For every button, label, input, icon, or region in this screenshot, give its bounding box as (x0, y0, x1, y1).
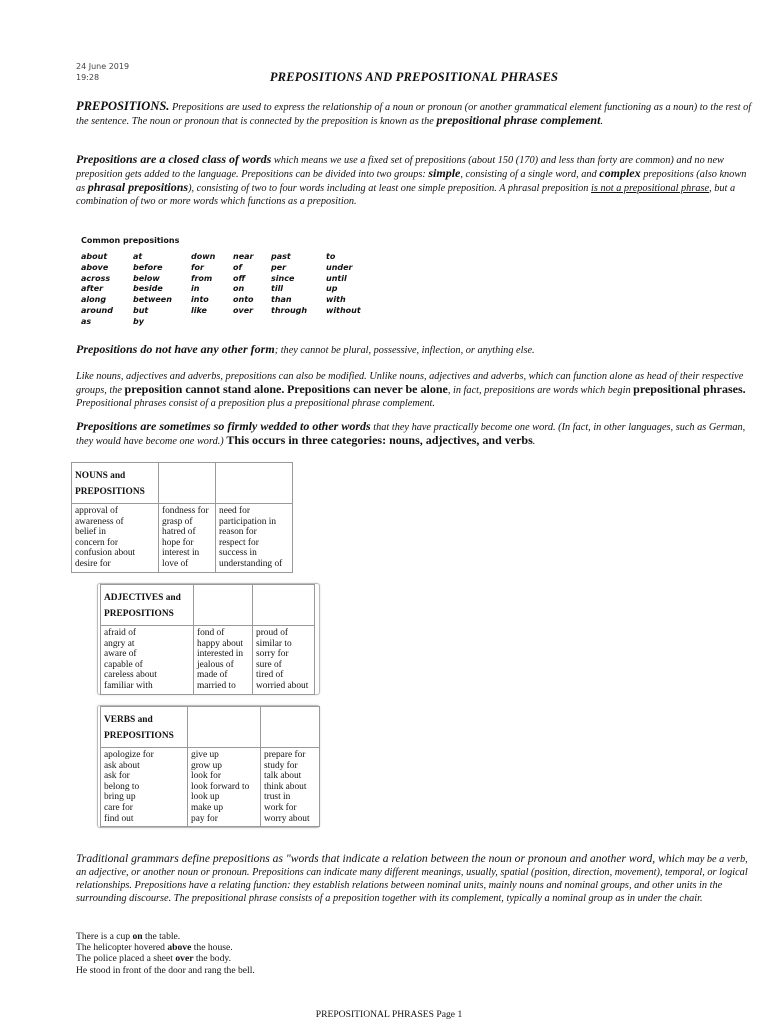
list-item: make up (191, 802, 224, 813)
list-item: off (233, 273, 246, 283)
list-item: at (133, 252, 143, 261)
list-item: with (326, 295, 346, 305)
common-prepositions-column (133, 252, 172, 328)
table-cell (253, 626, 315, 695)
example-text: He stood in front of the door and rang the bell. (76, 964, 255, 976)
list-item: participation in (219, 516, 277, 527)
example-text: the table. (142, 931, 181, 942)
example-preposition: on (132, 931, 143, 942)
table-cell (101, 748, 188, 827)
list-item: grasp of (162, 516, 193, 527)
table-cell (159, 463, 216, 504)
common-prepositions-column (191, 252, 215, 317)
no-form-lead: Prepositions do not have any other form (76, 342, 275, 356)
list-item: up (326, 284, 338, 294)
list-item: study for (264, 760, 298, 771)
list-item: before (133, 262, 163, 272)
list-item: past (271, 252, 291, 261)
list-item: over (233, 305, 254, 315)
time-stamp: 19:28 (76, 73, 100, 82)
example-text: The police placed a sheet (76, 953, 176, 965)
intro-paragraph (76, 100, 756, 128)
example-preposition: over (175, 953, 194, 965)
example-text: the body. (193, 953, 231, 965)
example-text: the house. (191, 942, 233, 954)
table-cell (194, 626, 253, 695)
list-item: happy about (197, 638, 244, 649)
table-cell (216, 504, 293, 573)
closed-class-text-1: which means we use a fixed set of prepositions (about 150 (170) and less than forty are common) and no new preposition gets added to the language. Prepositions can be divided into two groups: (76, 155, 724, 180)
list-item: through (271, 305, 308, 315)
list-item: success in (219, 548, 257, 559)
list-item: belong to (104, 781, 140, 792)
closed-class-lead: Prepositions are a closed class of words (76, 152, 272, 166)
list-item: till (271, 284, 284, 294)
list-item: near (233, 252, 254, 261)
modified-paragraph (76, 370, 756, 410)
closed-class-text-2: , consisting of a single word, and (460, 169, 597, 180)
closed-class-paragraph (76, 153, 756, 208)
table-cell (72, 504, 159, 573)
list-item: until (326, 273, 347, 283)
list-item: made of (197, 670, 228, 681)
modified-text-1: Like nouns, adjectives and adverbs, prepositions can also be modified. Unlike nouns, adjectives and adverbs, which can function alone as head of their respective groups, the (76, 371, 744, 396)
list-item: about (81, 252, 108, 261)
list-item: as (81, 316, 92, 326)
list-item: look forward to (191, 781, 250, 792)
list-item: like (191, 305, 207, 315)
list-item: beside (133, 284, 163, 294)
list-item: down (191, 252, 216, 261)
example-sentence (76, 953, 255, 964)
list-item: tired of (256, 670, 284, 681)
closed-class-text-5: , but a combination of two or more words which functions as a preposition. (76, 183, 736, 207)
list-item: by (133, 316, 144, 326)
wedded-paragraph (76, 420, 756, 448)
list-item: proud of (256, 628, 289, 638)
table-cell (188, 707, 261, 748)
list-item: familiar with (104, 680, 153, 691)
table-cell (101, 626, 194, 695)
no-form-paragraph (76, 343, 756, 357)
table-cell (216, 463, 293, 504)
list-item: understanding of (219, 558, 283, 569)
example-text: There is a cup (76, 931, 133, 942)
table-header (101, 585, 194, 626)
adjectives-prepositions-table (100, 584, 315, 695)
table-header (101, 707, 188, 748)
closed-class-text-4: ), consisting of two to four words including at least one simple preposition. A phrasal preposition (188, 183, 589, 194)
list-item: above (81, 262, 109, 272)
list-item: belief in (75, 527, 106, 538)
table-header-line: NOUNS and (75, 471, 126, 481)
list-item: onto (233, 295, 254, 305)
list-item: without (326, 305, 361, 315)
list-item: sorry for (256, 649, 289, 660)
table-header-line: PREPOSITIONS (75, 487, 145, 497)
list-item: jealous of (197, 659, 234, 670)
modified-text-3: Prepositional phrases consist of a preposition plus a prepositional phrase complement. (76, 398, 435, 409)
wedded-text: that they have practically become one word. (In fact, in other languages, such as German, they would have become one word.) (76, 422, 746, 447)
simple-term: simple (428, 166, 461, 180)
list-item: but (133, 305, 149, 315)
list-item: careless about (104, 670, 157, 681)
wedded-lead: Prepositions are sometimes so firmly wedded to other words (76, 419, 371, 433)
intro-lead: PREPOSITIONS. (76, 99, 170, 113)
list-item: hope for (162, 537, 194, 548)
page-title: PREPOSITIONS AND PREPOSITIONAL PHRASES (269, 70, 559, 84)
list-item: along (81, 295, 107, 305)
list-item: respect for (219, 537, 259, 548)
list-item: look for (191, 771, 221, 782)
table-cell (194, 585, 253, 626)
list-item: into (191, 295, 209, 305)
list-item: in (191, 284, 200, 294)
list-item: across (81, 273, 111, 283)
list-item: find out (104, 813, 134, 824)
list-item: awareness of (75, 516, 124, 527)
verbs-prepositions-table (100, 706, 320, 827)
table-header-line: PREPOSITIONS (104, 609, 174, 619)
modified-bold-1: preposition cannot stand alone. (124, 382, 285, 396)
list-item: need for (219, 506, 250, 516)
list-item: love of (162, 558, 189, 569)
list-item: sure of (256, 659, 282, 670)
wedded-bold: This occurs in three categories: nouns, adjectives, and verbs (226, 433, 533, 447)
table-header-line: PREPOSITIONS (104, 731, 174, 741)
list-item: for (191, 262, 204, 272)
list-item: angry at (104, 638, 135, 649)
closed-class-text-3: prepositions (also known as (76, 169, 747, 194)
example-preposition: above (167, 942, 192, 954)
table-cell (261, 707, 320, 748)
table-header-line: ADJECTIVES and (104, 593, 181, 603)
list-item: prepare for (264, 750, 306, 760)
list-item: interest in (162, 548, 200, 559)
list-item: look up (191, 792, 220, 803)
list-item: trust in (264, 792, 291, 803)
list-item: talk about (264, 771, 302, 782)
list-item: to (326, 252, 336, 261)
list-item: fondness for (162, 506, 209, 516)
no-form-text: ; they cannot be plural, possessive, inflection, or anything else. (274, 345, 535, 356)
list-item: confusion about (75, 548, 136, 559)
traditional-text: ch may be a verb, an adjective, or another noun or pronoun. Prepositions can indicate many different meanings, usually, spatial (position, direction, movement), temporal, or logical relationships. Prepositions have a relating function: they establish relations between nominal units, mainly nouns and nominal groups, and other units in the surrounding discourse. The prepositional phrase consists of a preposition together with its complement, typically a nominal group as in under the chair. (76, 854, 748, 904)
date-stamp: 24 June 2019 (76, 62, 130, 71)
traditional-paragraph (76, 852, 756, 905)
list-item: ask about (104, 760, 140, 771)
list-item: fond of (197, 628, 225, 638)
list-item: similar to (256, 638, 292, 649)
example-sentence (76, 942, 255, 953)
common-prepositions-column (81, 252, 113, 328)
list-item: work for (264, 802, 297, 813)
table-header-line: VERBS and (104, 715, 153, 725)
list-item: after (81, 284, 104, 294)
intro-text: Prepositions are used to express the relationship of a noun or pronoun (or another grammatical element functioning as a noun) to the rest of the sentence. The noun or pronoun that is connected by the preposition is known as the (76, 102, 752, 127)
list-item: desire for (75, 558, 111, 569)
complex-term: complex (599, 166, 641, 180)
table-cell (159, 504, 216, 573)
list-item: aware of (104, 649, 137, 660)
list-item: approval of (75, 506, 118, 516)
list-item: afraid of (104, 628, 137, 638)
list-item: ask for (104, 771, 130, 782)
list-item: married to (197, 680, 236, 691)
list-item: think about (264, 781, 307, 792)
table-header (72, 463, 159, 504)
list-item: since (271, 273, 295, 283)
common-prepositions-column (233, 252, 254, 317)
list-item: give up (191, 750, 219, 760)
list-item: care for (104, 802, 133, 813)
list-item: apologize for (104, 750, 154, 760)
example-sentence (76, 931, 255, 942)
list-item: from (191, 273, 213, 283)
list-item: between (133, 295, 172, 305)
intro-end: . (600, 116, 604, 127)
list-item: bring up (104, 792, 136, 803)
underlined-phrase: is not a prepositional phrase (591, 183, 710, 194)
examples-list (76, 931, 255, 976)
list-item: worried about (256, 680, 309, 691)
list-item: around (81, 305, 113, 315)
nouns-prepositions-table (71, 462, 293, 573)
common-prepositions-column (326, 252, 361, 317)
list-item: than (271, 295, 292, 305)
list-item: hatred of (162, 527, 196, 538)
list-item: grow up (191, 760, 222, 771)
list-item: of (233, 262, 242, 272)
list-item: below (133, 273, 160, 283)
modified-bold-3: prepositional phrases. (633, 382, 746, 396)
table-cell (253, 585, 315, 626)
list-item: reason for (219, 527, 257, 538)
intro-emph: prepositional phrase complement (436, 113, 601, 127)
phrasal-term: phrasal prepositions (87, 180, 189, 194)
list-item: on (233, 284, 245, 294)
modified-text-2: , in fact, prepositions are words which begin (447, 385, 631, 396)
example-sentence (76, 965, 255, 976)
wedded-end: . (532, 436, 536, 447)
list-item: under (326, 262, 353, 272)
traditional-lead: Traditional grammars define prepositions as "words that indicate a relation between the noun or pronoun and another word, whi (76, 852, 675, 865)
table-cell (188, 748, 261, 827)
list-item: concern for (75, 537, 118, 548)
list-item: capable of (104, 659, 143, 670)
list-item: pay for (191, 813, 218, 824)
list-item: per (271, 262, 287, 272)
example-text: The helicopter hovered (76, 942, 168, 954)
common-prepositions-column (271, 252, 307, 317)
table-cell (261, 748, 320, 827)
common-prepositions-title: Common prepositions (81, 236, 180, 245)
modified-bold-2: Prepositions can never be alone (286, 382, 448, 396)
page-footer: PREPOSITIONAL PHRASES Page 1 (315, 1009, 463, 1020)
list-item: interested in (197, 649, 244, 660)
list-item: worry about (264, 813, 310, 824)
